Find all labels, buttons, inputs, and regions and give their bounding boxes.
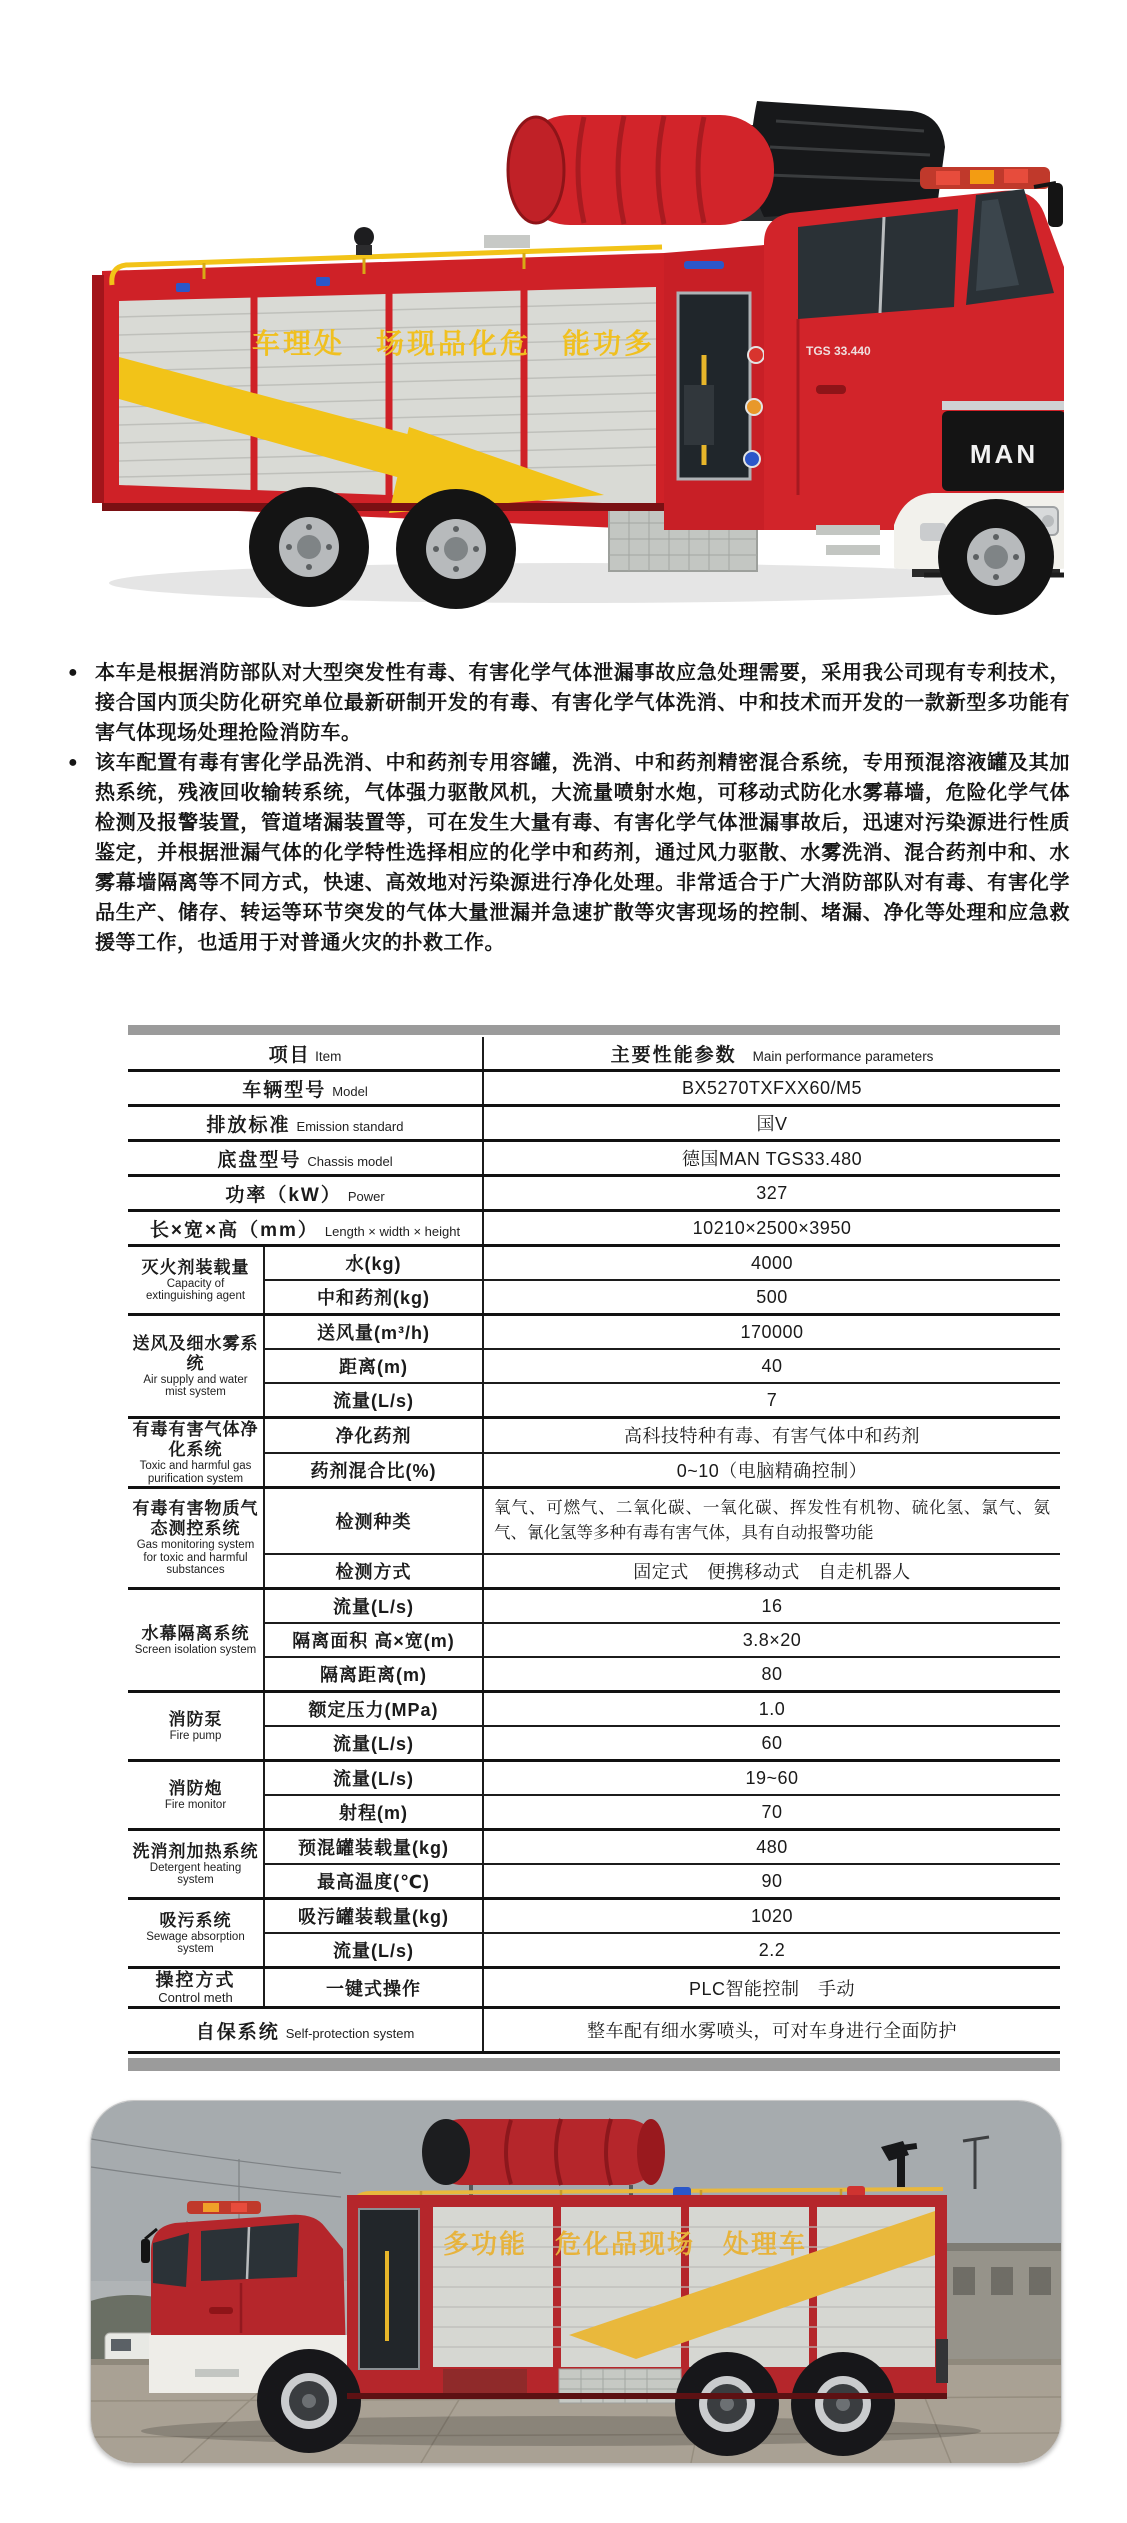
group-label-cell: 有毒有害物质气态测控系统 Gas monitoring system for toxic and harmful substances (128, 1488, 264, 1589)
cab-lightbar (187, 2201, 261, 2214)
table-row (128, 1554, 1060, 1589)
row-label: 排放标准 Emission standard (128, 1106, 483, 1141)
table-row (128, 1933, 1060, 1968)
intro-text: 本车是根据消防部队对大型突发性有毒、有害化学气体泄漏事故应急处理需要，采用我公司现有专利技术，接合国内顶尖防化研究单位最新研制开发的有毒、有害化学气体洗消、中和技术而开发的一款新型多功能有害气体现场处理抢险消防车。 (95, 662, 1070, 744)
table-row (128, 1106, 1060, 1141)
group-label-cell: 消防泵 Fire pump (128, 1692, 264, 1761)
ground-shadow (109, 563, 1039, 603)
table-row (128, 1726, 1060, 1761)
front-wheel (257, 2349, 361, 2453)
row-value: 170000 (483, 1315, 1060, 1350)
row-value: 70 (483, 1795, 1060, 1830)
sub-item-cell: 预混罐装载量(kg) (264, 1830, 483, 1865)
table-top-bar (128, 1025, 1060, 1035)
sub-item-cell: 吸污罐装载量(kg) (264, 1899, 483, 1934)
side-truck-illustration (91, 2101, 1061, 2463)
rear-wheel-1 (675, 2352, 779, 2456)
row-value: 固定式 便携移动式 自走机器人 (483, 1554, 1060, 1589)
marker-light-red (748, 347, 764, 363)
sub-item-cell: 流量(L/s) (264, 1383, 483, 1418)
row-value: 2.2 (483, 1933, 1060, 1968)
body-lettering: 多功能 危化品现场 处理车 (443, 2229, 808, 2259)
sub-item-cell: 距离(m) (264, 1349, 483, 1383)
row-value: BX5270TXFXX60/M5 (483, 1071, 1060, 1106)
group-label-cell: 送风及细水雾系统 Air supply and water mist system (128, 1315, 264, 1418)
table-row (128, 1692, 1060, 1727)
bullet-icon: ● (68, 754, 79, 771)
side-photo (90, 2100, 1062, 2464)
crew-compartment (664, 245, 764, 530)
sub-item-cell: 药剂混合比(%) (264, 1453, 483, 1488)
roof-spotlight (354, 227, 374, 247)
table-row (128, 1488, 1060, 1555)
group-label-cell: 灭火剂装载量 Capacity of extinguishing agent (128, 1246, 264, 1315)
cab-mirror (141, 2239, 150, 2263)
row-value: 德国MAN TGS33.480 (483, 1141, 1060, 1176)
row-label: 长×宽×高（mm） Length × width × height (128, 1211, 483, 1246)
table-row (128, 1176, 1060, 1211)
beacon-blue (176, 283, 190, 292)
header-params: 主要性能参数 Main performance parameters (610, 1044, 934, 1066)
sub-item-cell: 检测方式 (264, 1554, 483, 1589)
building (939, 2243, 1061, 2361)
table-row (128, 1623, 1060, 1657)
row-value: 4000 (483, 1246, 1060, 1281)
group-label-cell: 吸污系统 Sewage absorption system (128, 1899, 264, 1968)
row-value: 国V (483, 1106, 1060, 1141)
man-logo: MAN (969, 439, 1039, 469)
header-item: 项目 Item (128, 1037, 483, 1071)
group-label-cell: 操控方式 Control meth (128, 1968, 264, 2008)
spec-table (128, 1037, 1060, 2054)
sub-item-cell: 中和药剂(kg) (264, 1280, 483, 1315)
group-label-cell: 水幕隔离系统 Screen isolation system (128, 1589, 264, 1692)
row-value: 327 (483, 1176, 1060, 1211)
hero-truck-illustration (64, 52, 1064, 618)
sub-item-cell: 流量(L/s) (264, 1933, 483, 1968)
sub-item-cell: 射程(m) (264, 1795, 483, 1830)
rear-wheel-1 (249, 487, 369, 607)
row-value: PLC智能控制 手动 (483, 1968, 1060, 2008)
intro-section (58, 658, 1070, 958)
cab-mirror (1048, 183, 1063, 227)
table-row (128, 1383, 1060, 1418)
cab-side-window (798, 209, 958, 319)
row-value: 10210×2500×3950 (483, 1211, 1060, 1246)
table-row (128, 1899, 1060, 1934)
row-value: 40 (483, 1349, 1060, 1383)
table-row (128, 1589, 1060, 1624)
sub-item-cell: 流量(L/s) (264, 1589, 483, 1624)
table-row (128, 1141, 1060, 1176)
group-label-cell: 消防炮 Fire monitor (128, 1761, 264, 1830)
marker-light-amber (746, 399, 762, 415)
table-row (128, 1211, 1060, 1246)
row-value: 480 (483, 1830, 1060, 1865)
cab-model-text: TGS 33.440 (806, 344, 871, 358)
table-row (128, 1864, 1060, 1899)
row-value: 1.0 (483, 1692, 1060, 1727)
row-value: 0~10（电脑精确控制） (483, 1453, 1060, 1488)
rear-wheel-2 (396, 489, 516, 609)
cab-step (195, 2369, 239, 2377)
table-bottom-bar (128, 2058, 1060, 2071)
row-label: 功率（kW） Power (128, 1176, 483, 1211)
door-handle (816, 385, 846, 394)
row-value: 7 (483, 1383, 1060, 1418)
front-wheel (938, 499, 1054, 615)
roof-ac-unit (484, 235, 530, 248)
marker-light-blue (744, 451, 760, 467)
row-value: 19~60 (483, 1761, 1060, 1796)
sub-item-cell: 水(kg) (264, 1246, 483, 1281)
table-row (128, 2008, 1060, 2053)
bullet-icon: ● (68, 664, 79, 681)
table-row (128, 1349, 1060, 1383)
table-row (128, 1657, 1060, 1692)
sub-item-cell: 流量(L/s) (264, 1726, 483, 1761)
sub-item-cell: 隔离距离(m) (264, 1657, 483, 1692)
row-value: 16 (483, 1589, 1060, 1624)
sub-item-cell: 检测种类 (264, 1488, 483, 1555)
table-header-row (128, 1037, 1060, 1071)
sub-item-cell: 额定压力(MPa) (264, 1692, 483, 1727)
door-handle (209, 2307, 233, 2314)
row-value: 80 (483, 1657, 1060, 1692)
sub-item-cell: 净化药剂 (264, 1418, 483, 1453)
spec-table-section (128, 1025, 1060, 2071)
table-row (128, 1453, 1060, 1488)
table-row (128, 1418, 1060, 1453)
row-value: 90 (483, 1864, 1060, 1899)
table-row (128, 1761, 1060, 1796)
hero-photo (64, 52, 1064, 618)
sub-item-cell: 一键式操作 (264, 1968, 483, 2008)
row-value: 高科技特种有毒、有害气体中和药剂 (483, 1418, 1060, 1453)
row-value: 60 (483, 1726, 1060, 1761)
cab-step (816, 525, 880, 535)
sub-item-cell: 隔离面积 高×宽(m) (264, 1623, 483, 1657)
rear-wheel-2 (791, 2352, 895, 2456)
row-value: 500 (483, 1280, 1060, 1315)
roof-blower (422, 2119, 665, 2196)
table-row (128, 1315, 1060, 1350)
row-label: 底盘型号 Chassis model (128, 1141, 483, 1176)
row-label: 车辆型号 Model (128, 1071, 483, 1106)
beacon-strip (684, 261, 724, 269)
sub-item-cell: 流量(L/s) (264, 1761, 483, 1796)
body-lettering: 车理处 场现品化危 能功多 (252, 328, 656, 359)
sub-item-cell: 最高温度(℃) (264, 1864, 483, 1899)
intro-paragraph (58, 658, 1070, 748)
table-row (128, 1246, 1060, 1281)
table-row (128, 1968, 1060, 2008)
row-value: 1020 (483, 1899, 1060, 1934)
blower-cowl (751, 101, 945, 217)
intro-text: 该车配置有毒有害化学品洗消、中和药剂专用容罐，洗消、中和药剂精密混合系统，专用预混溶液罐及其加热系统，残液回收输转系统，气体强力驱散风机，大流量喷射水炮，可移动式防化水雾幕墙，危险化学气体检测及报警装置，管道堵漏装置等，可在发生大量有毒、有害化学气体泄漏事故后，迅速对污染源进行性质鉴定，并根据泄漏气体的化学特性选择相应的化学中和药剂，通过风力驱散、水雾洗消、混合药剂中和、水雾幕墙隔离等不同方式，快速、高效地对污染源进行净化处理。非常适合于广大消防部队对有毒、有害化学品生产、储存、转运等环节突发的气体大量泄漏并急速扩散等灾害现场的控制、堵漏、净化等处理和应急救援等工作，也适用于对普通火灾的扑救工作。 (95, 752, 1070, 954)
row-label: 自保系统 Self-protection system (128, 2008, 483, 2053)
table-row (128, 1830, 1060, 1865)
sub-item-cell: 送风量(m³/h) (264, 1315, 483, 1350)
table-row (128, 1795, 1060, 1830)
intro-paragraph (58, 748, 1070, 958)
table-row (128, 1071, 1060, 1106)
group-label-cell: 有毒有害气体净化系统 Toxic and harmful gas purification system (128, 1418, 264, 1488)
row-value: 整车配有细水雾喷头，可对车身进行全面防护 (483, 2008, 1060, 2053)
group-label-cell: 洗消剂加热系统 Detergent heating system (128, 1830, 264, 1899)
row-value: 氧气、可燃气、二氧化碳、一氧化碳、挥发性有机物、硫化氢、氯气、氨气、氰化氢等多种有毒有害气体，具有自动报警功能 (483, 1488, 1060, 1555)
table-row (128, 1280, 1060, 1315)
row-value: 3.8×20 (483, 1623, 1060, 1657)
